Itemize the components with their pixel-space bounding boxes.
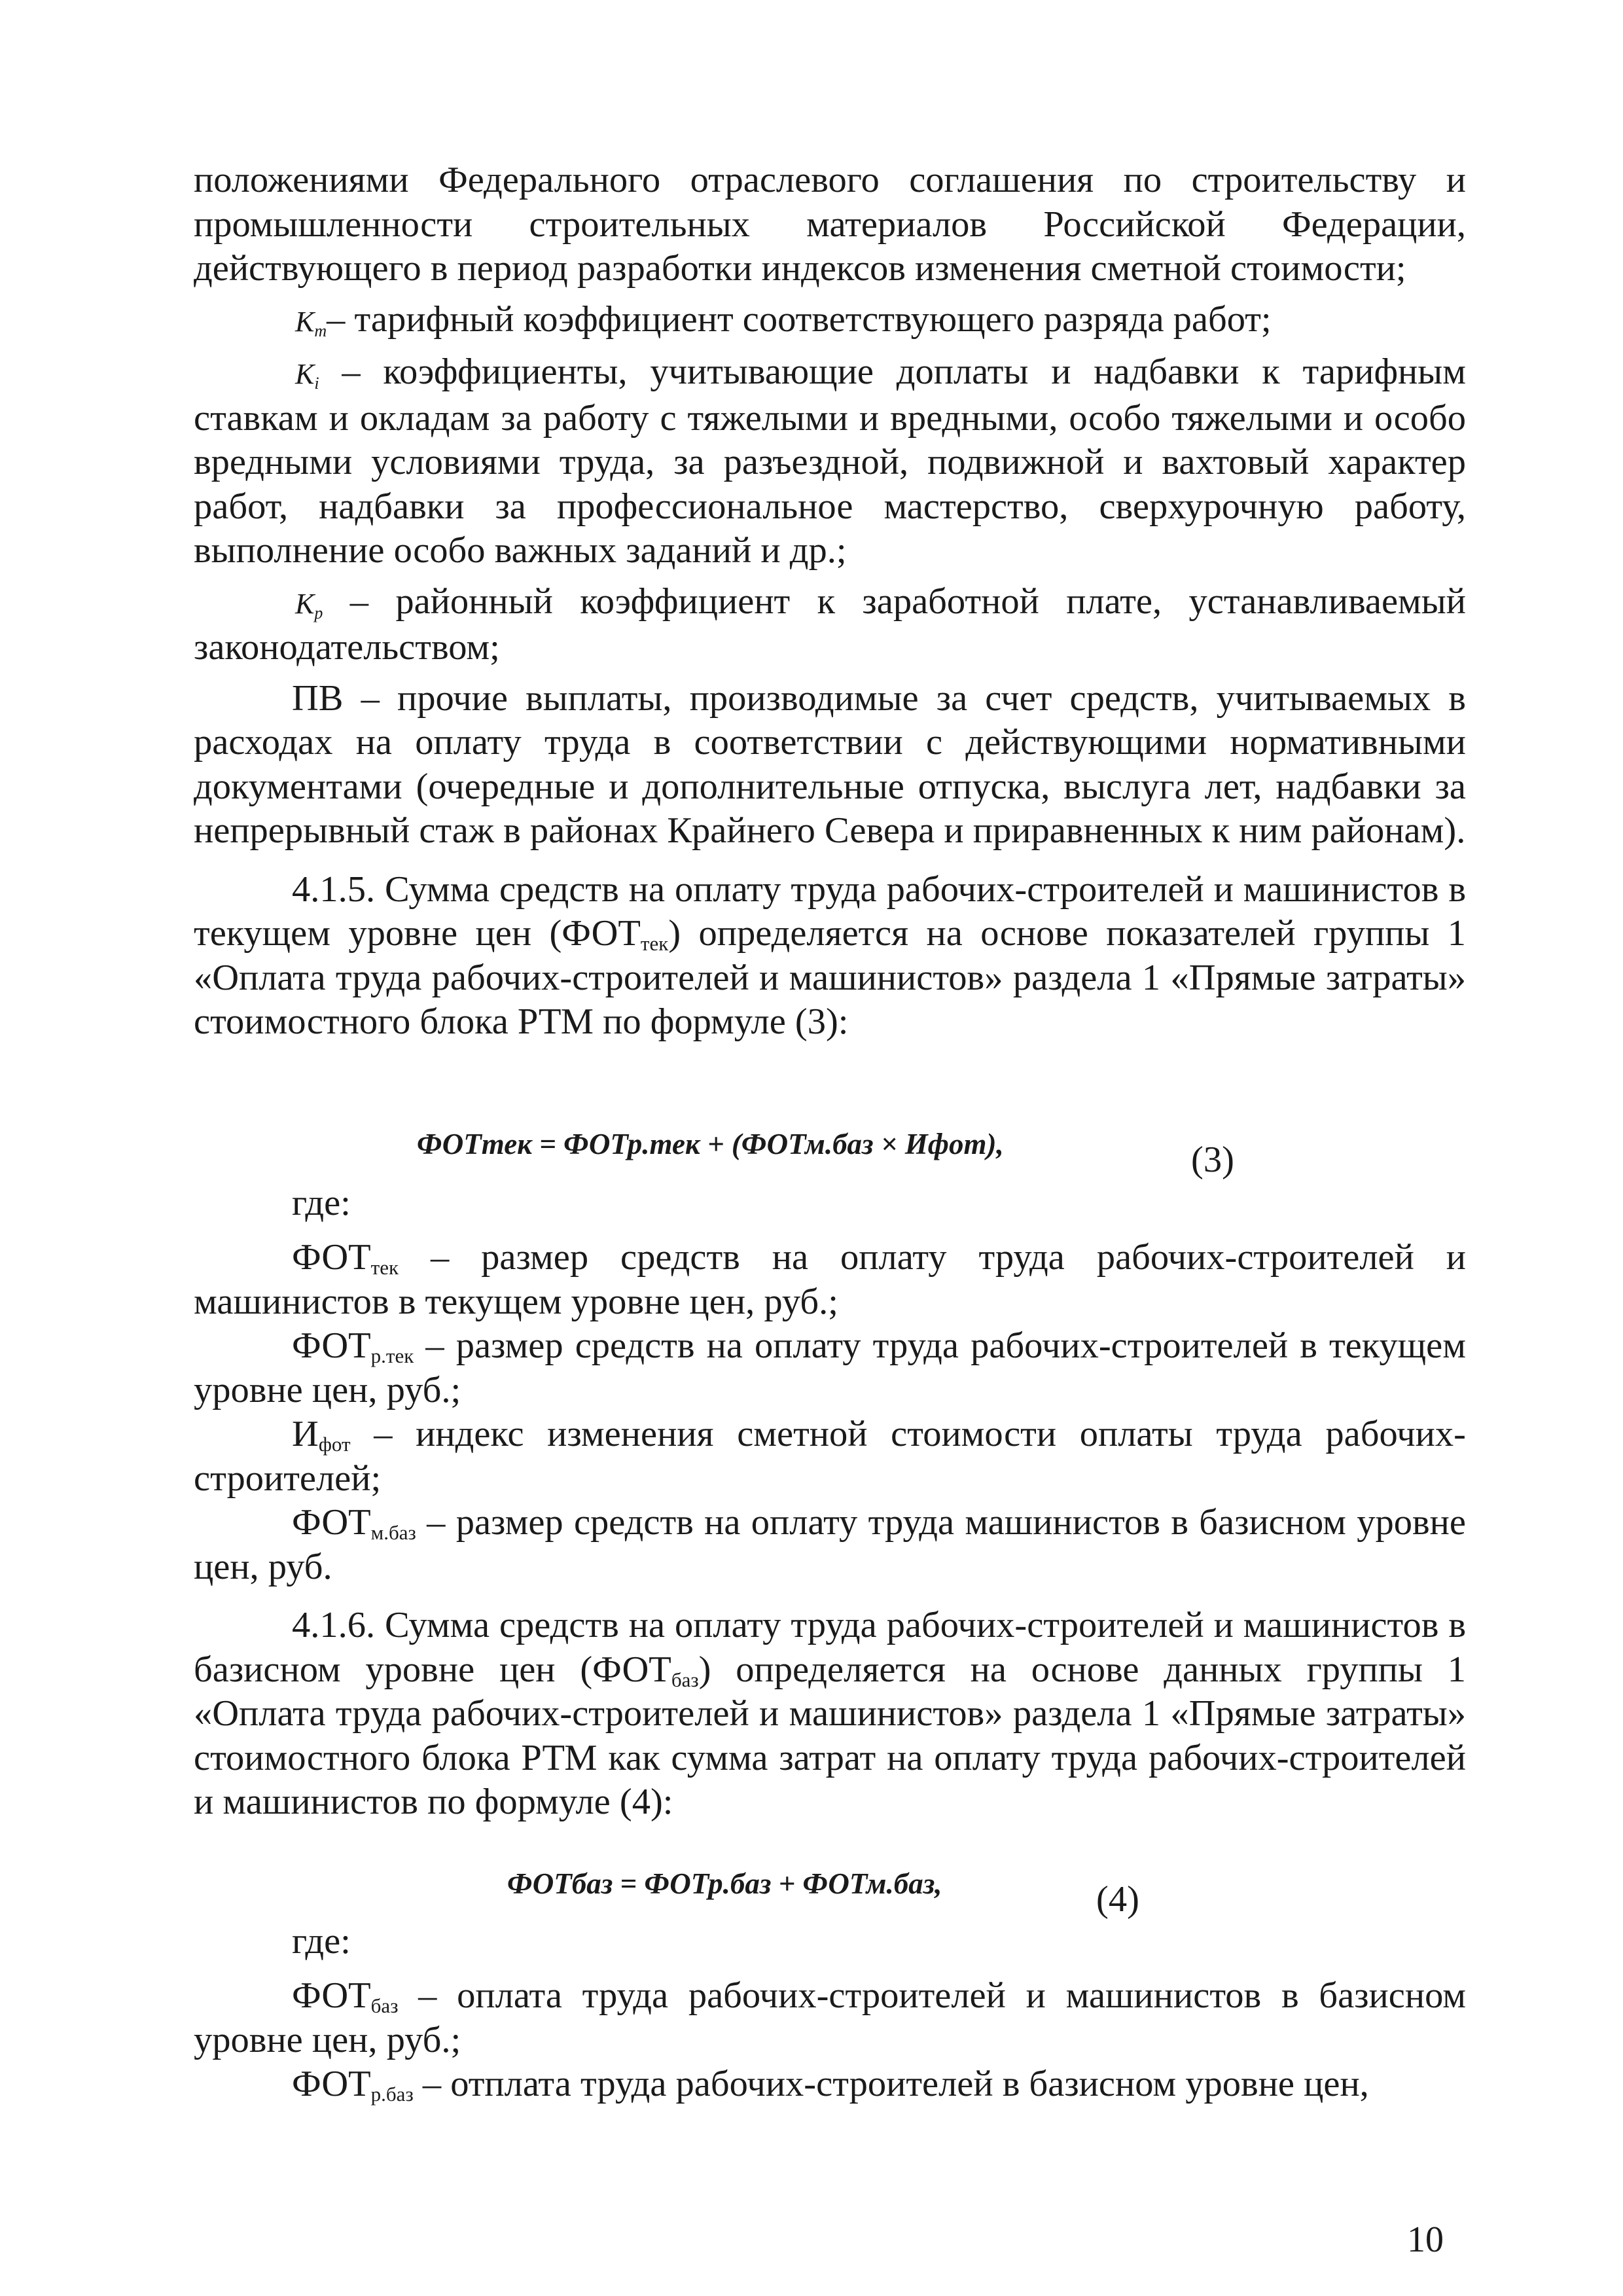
kp-definition: $K_р$ – районный коэффициент к заработной плате, устанавливаемый законодательством; (194, 581, 1466, 668)
kt-definition: $K_т-$ тарифный коэффициент соответствующего разряда работ; (295, 298, 1272, 340)
text-block-3 (194, 1974, 1466, 2107)
paragraph-4-1-5: 4.1.5. Сумма средств на оплату труда рабочих-строителей и машинистов в текущем уровне цен $(ФОТ_{тек})$ определяется на основе показателей группы 1 «Оплата труда рабочих-строителей и машинистов» раздела 1 «Прямые затраты» стоимостного блока РТМ по формуле (3): (194, 869, 1466, 1042)
ki-symbol: $K_i$ (295, 358, 319, 393)
definition-fot-tek: $ФОТ_{тек}$ – размер средств на оплату труда рабочих-строителей и машинистов в текущем уровне цен, руб.; (194, 1237, 1466, 1322)
ki-definition: $K_i$ – коэффициенты, учитывающие доплаты и надбавки к тарифным ставкам и окладам за работу с тяжелыми и вредными, особо тяжелыми и особо вредными условиями труда, за разъездной, подвижной и вахтовый характер работ, надбавки за профессиональное мастерство, сверхурочную работу, выполнение особо важных заданий и др.; (194, 351, 1467, 571)
formula-4-number: (4) (1096, 1879, 1139, 1920)
where-label-2: где: (292, 1921, 351, 1962)
intro-paragraph: положениями Федерального отраслевого соглашения по строительству и промышленности строительных материалов Российской Федерации, действующего в период разработки индексов изменения сметной стоимости; (194, 160, 1466, 289)
formula-3: ФОТтек = ФОТр.тек + (ФОТм.баз × Ифот), (417, 1128, 1004, 1160)
definition-fot-r-baz: $ФОТ_{р.баз}$ – отплата труда рабочих-строителей в базисном уровне цен, (292, 2064, 1369, 2106)
definition-fot-r-tek: $ФОТ_{р.тек}$ – размер средств на оплату труда рабочих-строителей в текущем уровне цен, руб.; (194, 1325, 1466, 1410)
where-label-1: где: (292, 1183, 351, 1223)
formula-4: ФОТбаз = ФОТр.баз + ФОТм.баз, (507, 1867, 942, 1900)
paragraph-4-1-6: 4.1.6. Сумма средств на оплату труда рабочих-строителей и машинистов в базисном уровне цен $(ФОТ_{баз})$ определяется на основе данных группы 1 «Оплата труда рабочих-строителей и машинистов» раздела 1 «Прямые затраты» стоимостного блока РТМ как сумма затрат на оплату труда рабочих-строителей и машинистов по формуле (4): (194, 1605, 1466, 1822)
definition-fot-baz: $ФОТ_{баз}$ – оплата труда рабочих-строителей и машинистов в базисном уровне цен, руб.; (194, 1975, 1466, 2060)
kt-symbol: $K_т$ (295, 305, 327, 340)
text-block-1 (194, 158, 1466, 1045)
page-number: 10 (1407, 2219, 1444, 2260)
pv-definition: ПВ – прочие выплаты, производимые за счет средств, учитываемых в расходах на оплату труда в соответствии с действующими нормативными документами (очередные и дополнительные отпуска, выслуга лет, надбавки за непрерывный стаж в районах Крайнего Севера и приравненных к ним районам). (194, 677, 1466, 851)
text-block-2 (194, 1236, 1466, 1825)
formula-3-number: (3) (1191, 1139, 1234, 1180)
definition-fot-m-baz: $ФОТ_{м.баз}$ – размер средств на оплату труда машинистов в базисном уровне цен, руб. (194, 1502, 1466, 1587)
definition-i-fot: $И_{фот}$ – индекс изменения сметной стоимости оплаты труда рабочих-строителей; (194, 1414, 1466, 1499)
kp-symbol: $K_р$ (295, 587, 323, 622)
